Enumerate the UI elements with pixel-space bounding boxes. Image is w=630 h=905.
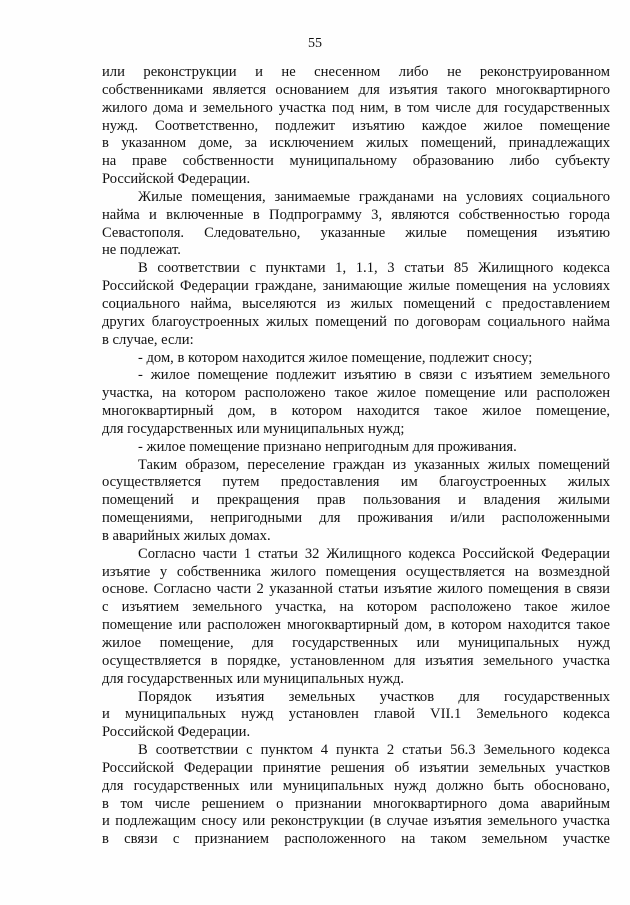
text-line: основе. Согласно части 2 указанной статьи изъятие жилого помещения в связи [102,581,610,598]
text-line: жилое помещение, для государственных или муниципальных нужд [102,635,610,651]
text-line: изъятие у собственника жилого помещения осуществляется на возмездной [102,563,610,580]
text-line: для государственных или муниципальных нужд. [102,670,405,687]
text-line: социального найма, выселяются из жилых помещений с предоставлением [102,295,610,312]
text-line: нужд. Соответственно, подлежит изъятию каждое жилое помещение [102,117,610,134]
text-line: участка, на котором расположено такое жилое помещение или расположен [102,385,610,402]
body-text [102,64,610,849]
text-line: Таким образом, переселение граждан из указанных жилых помещений [138,456,610,473]
text-line: помещениями, непригодными для проживания и/или расположенными [102,510,610,527]
text-line: в аварийных жилых домах. [102,527,271,544]
text-line: осуществляется в порядке, установленном для изъятия земельного участка [102,652,610,669]
text-line: осуществляется путем предоставления им благоустроенных жилых [102,474,610,491]
text-line: на праве собственности муниципальному образованию либо субъекту [102,153,610,170]
text-line: В соответствии с пунктами 1, 1.1, 3 статьи 85 Жилищного кодекса [138,260,610,277]
text-line: других благоустроенных жилых помещений по договорам социального найма [102,313,610,330]
text-line: в том числе решением о признании многоквартирного дома аварийным [102,795,610,812]
text-line: помещение или расположен многоквартирный дом, в котором находится такое [102,617,610,634]
text-line: Российской Федерации. [102,171,251,188]
text-line: в указанном доме, за исключением жилых помещений, принадлежащих [102,135,610,152]
text-line: для государственных или муниципальных нужд; [102,420,405,437]
text-line: Российской Федерации принятие решения об изъятии земельных участков [102,759,610,776]
page-number: 55 [308,36,322,51]
text-line: Согласно части 1 статьи 32 Жилищного кодекса Российской Федерации [138,545,610,562]
text-line: - жилое помещение подлежит изъятию в связи с изъятием земельного [138,367,610,384]
text-line: Жилые помещения, занимаемые гражданами на условиях социального [138,188,610,205]
text-line: жилого дома и земельного участка под ним, в том числе для государственных [102,99,610,116]
text-line: не подлежат. [102,242,181,259]
text-line: и подлежащим сносу или реконструкции (в случае изъятия земельного участка [102,813,610,830]
text-line: или реконструкции и не снесенном либо не реконструированном [102,64,610,80]
text-line: в связи с признанием расположенного на таком земельном участке [102,831,610,848]
text-line: многоквартирный дом, в котором находится такое жилое помещение, [102,403,610,420]
text-line: для государственных или муниципальных нужд должно быть обосновано, [102,777,610,794]
text-line: Российской Федерации. [102,724,251,741]
text-line: собственниками является основанием для изъятия такого многоквартирного [102,81,610,98]
text-line: - дом, в котором находится жилое помещение, подлежит сносу; [138,349,533,366]
text-line: найма и включенные в Подпрограмму 3, являются собственностью города [102,206,610,223]
text-line: с изъятием земельного участка, на котором расположено такое жилое [102,599,610,616]
text-line: Севастополя. Следовательно, указанные жилые помещения изъятию [102,224,610,241]
text-line: в случае, если: [102,331,194,348]
text-line: Порядок изъятия земельных участков для государственных [138,688,610,705]
text-line: помещений и прекращения прав пользования и владения жилыми [102,492,610,509]
text-line: Российской Федерации граждане, занимающие жилые помещения на условиях [102,278,610,295]
text-line: В соответствии с пунктом 4 пункта 2 статьи 56.3 Земельного кодекса [138,742,610,759]
text-line: и муниципальных нужд установлен главой VII.1 Земельного кодекса [102,706,610,723]
text-line: - жилое помещение признано непригодным для проживания. [138,438,517,455]
